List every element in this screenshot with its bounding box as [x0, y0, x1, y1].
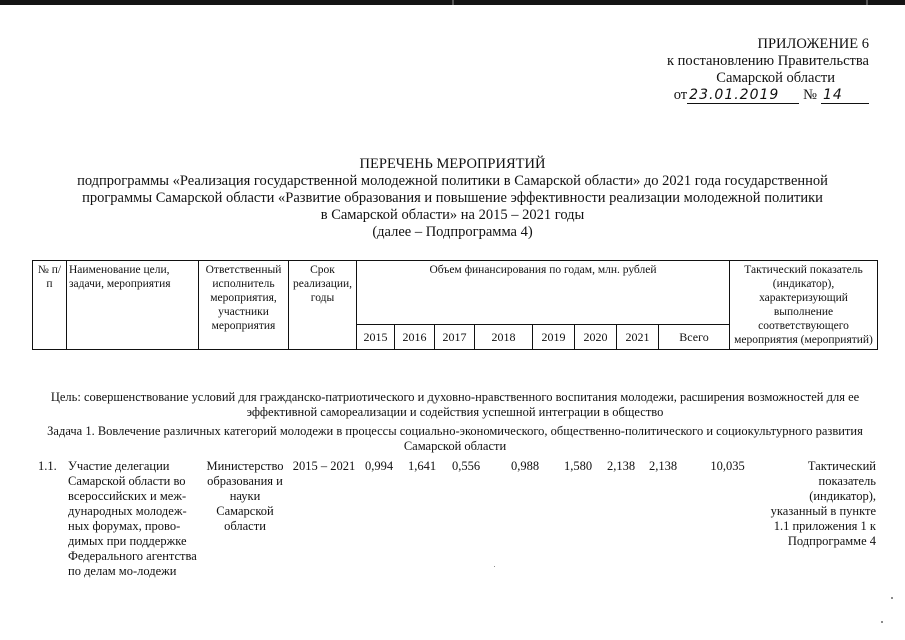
title-heading: ПЕРЕЧЕНЬ МЕРОПРИЯТИЙ: [359, 156, 546, 172]
appendix-line: Самарской области: [716, 70, 835, 86]
appendix-signature-line: [609, 87, 869, 104]
row-measure-name: Участие делегации Самарской области во всероссийских и меж-дународных молодеж-ных форумах, прово-димых при поддержке Федерального агентства по делам мо-лодежи: [68, 459, 197, 578]
header-year: 2017: [435, 325, 475, 350]
row-value-total: 10,035: [710, 459, 745, 473]
task-text: Задача 1. Вовлечение различных категорий молодежи в процессы социально-экономического, общественно-политического и социокультурного развития Самарской области: [47, 424, 863, 453]
number-prefix: №: [803, 87, 817, 103]
row-executor: Министерство образования и науки Самарской области: [206, 459, 284, 533]
header-year: 2018: [475, 325, 533, 350]
title-line: в Самарской области» на 2015 – 2021 годы: [320, 207, 585, 223]
header-num: № п/п: [33, 261, 67, 350]
scan-mark: [866, 0, 868, 5]
header-indicator: Тактический показатель (индикатор), характеризующий выполнение соответствующего мероприятия (мероприятий): [730, 261, 878, 350]
measures-table: [32, 260, 878, 350]
header-funding: Объем финансирования по годам, млн. рублей: [357, 261, 730, 325]
handwritten-date: 23.01.2019: [687, 88, 799, 104]
row-value-2015: 0,994: [364, 459, 394, 473]
row-value-2021: 2,138: [648, 459, 678, 473]
row-indicator: Тактический показатель (индикатор), указанный в пункте 1.1 приложения 1 к Подпрограмме 4: [770, 459, 876, 548]
row-value-2016: 1,641: [407, 459, 437, 473]
title-line: подпрограммы «Реализация государственной молодежной политики в Самарской области» до 2021 года государственной: [77, 173, 828, 189]
row-value-2017: 0,556: [451, 459, 481, 473]
row-number: 1.1.: [38, 459, 57, 473]
scan-speck: [494, 566, 495, 567]
appendix-line: к постановлению Правительства: [667, 53, 869, 69]
appendix-title: ПРИЛОЖЕНИЕ 6: [757, 36, 869, 52]
scan-mark: [452, 0, 454, 5]
appendix-block: [609, 36, 869, 104]
header-year: 2016: [395, 325, 435, 350]
header-year: 2019: [533, 325, 575, 350]
row-value-2019: 1,580: [563, 459, 593, 473]
handwritten-number: 14: [821, 88, 869, 104]
row-term: 2015 – 2021: [292, 459, 356, 473]
row-value-2018: 0,988: [510, 459, 540, 473]
goal-text: Цель: совершенствование условий для гражданско-патриотического и духовно-нравственного воспитания молодежи, расширения возможностей для ее эффективной самореализации и содействия успешной интеграции в общество: [50, 390, 860, 419]
header-year: 2020: [575, 325, 617, 350]
header-name: Наименование цели, задачи, мероприятия: [67, 261, 199, 350]
header-year: 2021: [617, 325, 659, 350]
row-value-2020: 2,138: [606, 459, 636, 473]
header-executor: Ответственный исполнитель мероприятия, участники мероприятия: [199, 261, 289, 350]
document-title: [30, 156, 875, 241]
title-line: программы Самарской области «Развитие образования и повышение эффективности реализации молодежной политики: [82, 190, 823, 206]
date-prefix: от: [673, 87, 688, 103]
header-total: Всего: [659, 325, 730, 350]
header-year: 2015: [357, 325, 395, 350]
scan-speck: [881, 621, 883, 623]
title-line: (далее – Подпрограмма 4): [372, 224, 533, 240]
header-term: Срок реализации, годы: [289, 261, 357, 350]
scan-speck: [891, 597, 893, 599]
